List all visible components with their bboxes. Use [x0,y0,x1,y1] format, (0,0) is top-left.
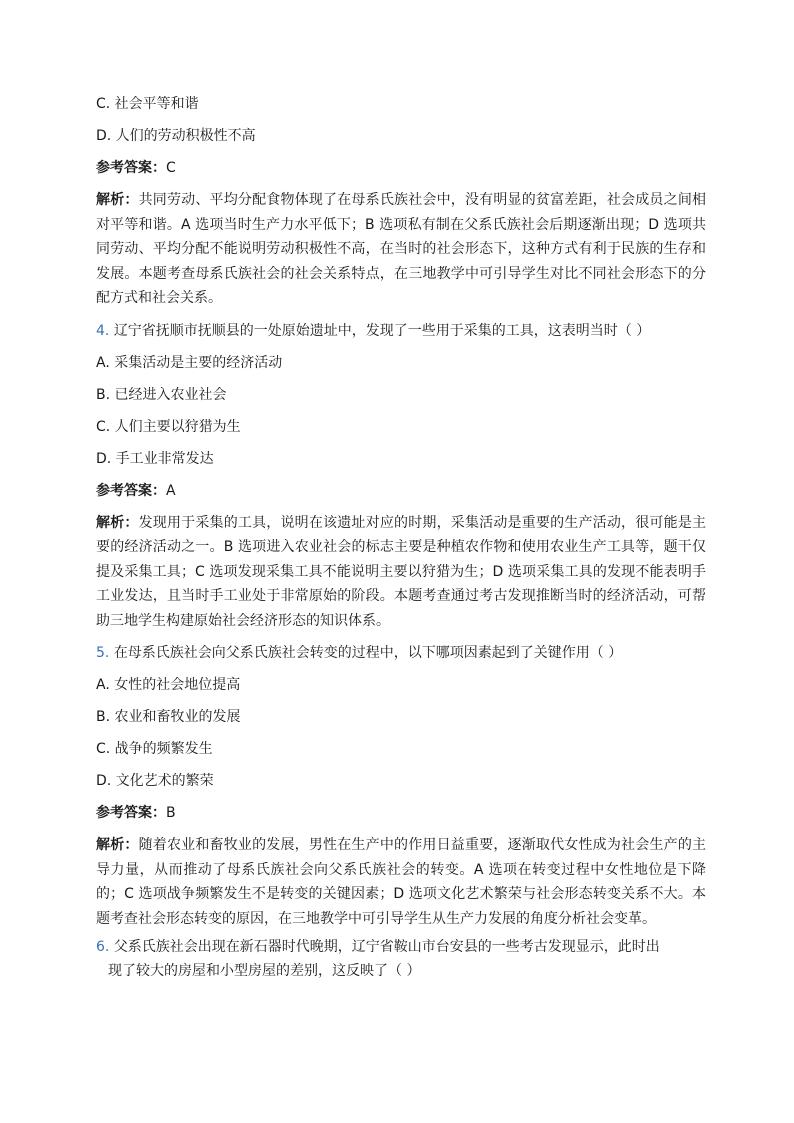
analysis-label: 解析： [96,514,139,531]
analysis-paragraph [96,833,706,931]
option-line: A. 女性的社会地位提高 [96,677,241,693]
answer-line [96,475,706,507]
answer-value: A [166,482,176,499]
question-line [96,637,706,669]
analysis-text: 共同劳动、平均分配食物体现了在母系氏族社会中，没有明显的贫富差距，社会成员之间相对平等和谐。A 选项当时生产力水平低下；B 选项私有制在父系氏族社会后期逐渐出现；D 选项共同劳动、平均分配不能说明劳动积极性不高，在当时的社会形态下，这种方式有利于民族的生存和发展。本题考查母系氏族社会的社会关系特点，在三地教学中可引导学生对比不同社会形态下的分配方式和社会关系。 [96,192,707,306]
analysis-text: 随着农业和畜牧业的发展，男性在生产中的作用日益重要，逐渐取代女性成为社会生产的主导力量，从而推动了母系氏族社会向父系氏族社会的转变。A 选项在转变过程中女性地位是下降的；C 选项战争频繁发生不是转变的关键因素；D 选项文化艺术繁荣与社会形态转变关系不大。本题考查社会形态转变的原因，在三地教学中可引导学生从生产力发展的角度分析社会变革。 [96,837,707,927]
question-line [96,935,706,983]
question-number: 6. [96,939,110,955]
analysis-paragraph [96,511,706,634]
analysis-label: 解析： [96,192,139,208]
analysis-text: 发现用于采集的工具，说明在该遗址对应的时期，采集活动是重要的生产活动，很可能是主要的经济活动之一。B 选项进入农业社会的标志主要是种植农作物和使用农业生产工具等，题干仅提及采集工具；C 选项发现采集工具不能说明主要以狩猎为生；D 选项采集工具的发现不能表明手工业发达，且当时手工业处于非常原始的阶段。本题考查通过考古发现推断当时的经济活动，可帮助三地学生构建原始社会经济形态的知识体系。 [96,514,707,629]
question-number: 5. [96,645,110,661]
analysis-label: 解析： [96,837,139,853]
answer-line [96,797,706,829]
question-line [96,315,706,347]
question-text: 在母系氏族社会向父系氏族社会转变的过程中，以下哪项因素起到了关键作用（ ） [113,645,623,661]
answer-label: 参考答案： [96,160,166,176]
answer-value: B [166,805,176,821]
option-line: D. 手工业非常发达 [96,450,214,467]
option-line: B. 农业和畜牧业的发展 [96,709,241,725]
answer-line [96,152,706,184]
option-line: C. 人们主要以狩猎为生 [96,418,241,435]
answer-label: 参考答案： [96,805,166,821]
option-line: D. 人们的劳动积极性不高 [96,128,256,144]
question-number: 4. [96,322,110,339]
option-line: C. 社会平等和谐 [96,96,199,112]
option-line: D. 文化艺术的繁荣 [96,773,214,789]
option-line: A. 采集活动是主要的经济活动 [96,354,283,371]
answer-value: C [166,160,176,176]
question-text-line1: 父系氏族社会出现在新石器时代晚期，辽宁省鞍山市台安县的一些考古发现显示，此时出 [113,939,660,955]
analysis-paragraph [96,188,706,311]
option-line: B. 已经进入农业社会 [96,386,227,403]
question-text: 辽宁省抚顺市抚顺县的一处原始遗址中，发现了一些用于采集的工具，这表明当时（ ） [113,322,651,339]
question-text-line2: 现了较大的房屋和小型房屋的差别，这反映了（ ） [108,963,421,979]
answer-label: 参考答案： [96,482,166,499]
option-line: C. 战争的频繁发生 [96,741,213,757]
document-page [96,88,706,983]
